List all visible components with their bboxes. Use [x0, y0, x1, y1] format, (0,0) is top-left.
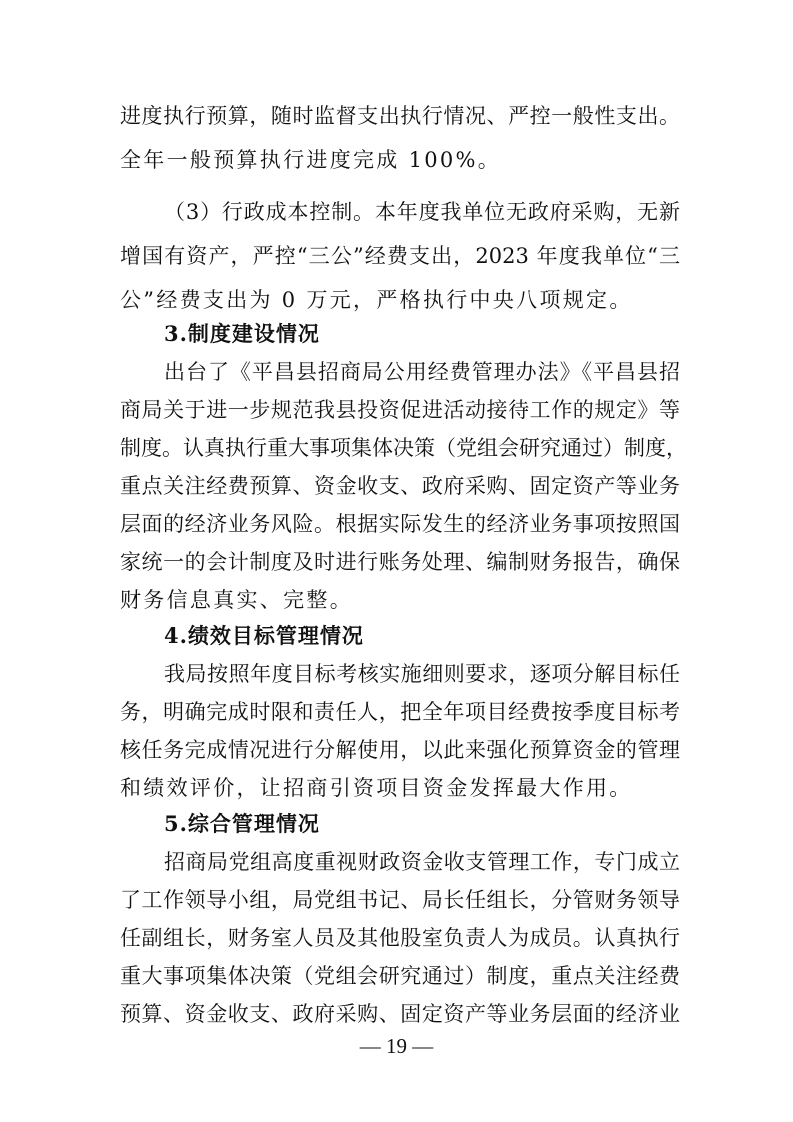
body-text-line: 商局关于进一步规范我县投资促进活动接待工作的规定》等	[120, 398, 680, 422]
body-text-line: 和绩效评价，让招商引资项目资金发挥最大作用。	[120, 776, 633, 800]
body-text-line: 家统一的会计制度及时进行账务处理、编制财务报告，确保	[120, 550, 680, 574]
body-text-line: 预算、资金收支、政府采购、固定资产等业务层面的经济业	[120, 1002, 680, 1026]
section-heading: 3.制度建设情况	[164, 321, 320, 346]
body-text-line: 我局按照年度目标考核实施细则要求，逐项分解目标任	[164, 662, 680, 686]
body-text-line: 财务信息真实、完整。	[120, 588, 353, 612]
body-text-line: 全年一般预算执行进度完成 100%。	[120, 148, 502, 172]
body-text-line: 进度执行预算，随时监督支出执行情况、严控一般性支出。	[120, 104, 680, 128]
body-text-line: 增国有资产，严控“三公”经费支出，2023 年度我单位“三	[120, 244, 680, 268]
body-text-line: 了工作领导小组，局党组书记、局长任组长，分管财务领导	[120, 888, 680, 912]
section-heading: 5.综合管理情况	[164, 811, 320, 836]
page-number: — 19 —	[359, 1034, 434, 1058]
body-text-line: 任副组长，财务室人员及其他股室负责人为成员。认真执行	[120, 926, 680, 950]
body-text-line: 重点关注经费预算、资金收支、政府采购、固定资产等业务	[120, 474, 680, 498]
body-text-line: 层面的经济业务风险。根据实际发生的经济业务事项按照国	[120, 512, 680, 536]
body-text-line: 核任务完成情况进行分解使用，以此来强化预算资金的管理	[120, 738, 680, 762]
body-text-line: 务，明确完成时限和责任人，把全年项目经费按季度目标考	[120, 700, 680, 724]
body-text-line: （3）行政成本控制。本年度我单位无政府采购，无新	[164, 200, 680, 224]
body-text-line: 重大事项集体决策（党组会研究通过）制度，重点关注经费	[120, 964, 680, 988]
body-text-line: 公”经费支出为 0 万元，严格执行中央八项规定。	[120, 288, 633, 312]
body-text-line: 制度。认真执行重大事项集体决策（党组会研究通过）制度，	[120, 436, 687, 460]
section-heading: 4.绩效目标管理情况	[164, 623, 364, 648]
body-text-line: 出台了《平昌县招商局公用经费管理办法》《平昌县招	[164, 360, 680, 384]
body-text-line: 招商局党组高度重视财政资金收支管理工作，专门成立	[164, 850, 680, 874]
